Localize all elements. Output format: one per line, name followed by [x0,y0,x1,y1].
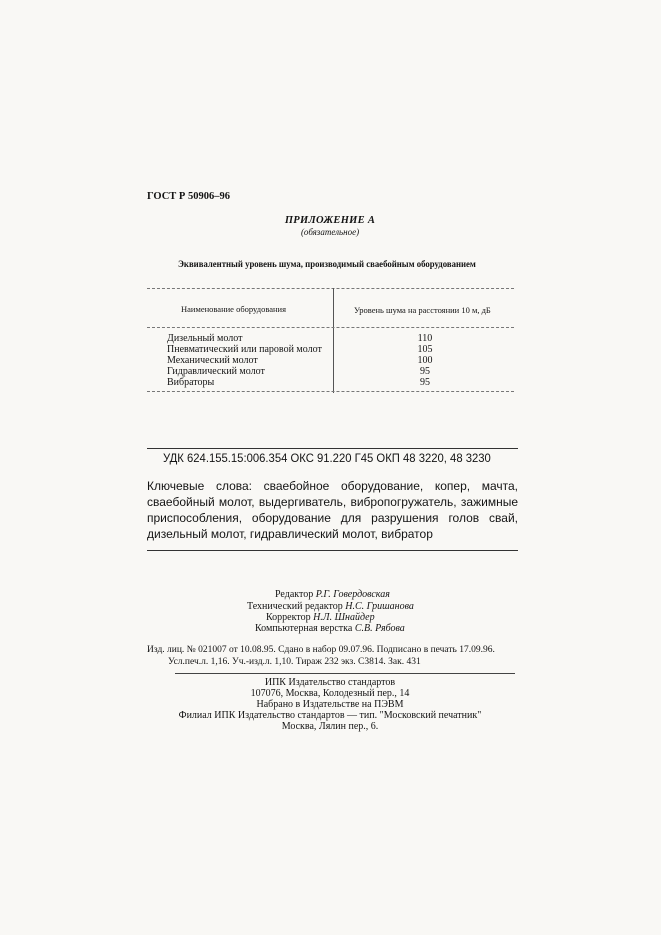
table-row-value: 100 [417,355,433,366]
publisher-address: 107076, Москва, Колодезный пер., 14 [250,688,410,699]
publisher-printing-branch: Филиал ИПК Издательство стандартов — тип. "Московский печатник" [178,710,482,721]
credit-line [266,612,375,623]
column-header-level: Уровень шума на расстоянии 10 м, дБ [354,305,491,315]
publisher-name: ИПК Издательство стандартов [264,677,396,688]
table-row-name: Гидравлический молот [167,366,265,377]
credit-role: Редактор [275,589,314,600]
classification-codes: УДК 624.155.15:006.354 ОКС 91.220 Г45 ОКП 48 3220, 48 3230 [163,451,491,465]
classification-top-rule [147,448,518,449]
table-column-divider [333,288,334,393]
table-row-value: 105 [417,344,433,355]
print-info-line-2: Усл.печ.л. 1,16. Уч.-изд.л. 1,10. Тираж 232 экз. С3814. Зак. 431 [168,657,421,667]
appendix-title: ПРИЛОЖЕНИЕ А [284,215,376,226]
table-row-value: 110 [417,333,433,344]
publisher-top-rule [175,673,515,674]
table-header-rule [147,327,514,328]
table-bottom-rule [147,391,514,392]
credit-role: Корректор [266,612,311,623]
publisher-typeset-note: Набрано в Издательстве на ПЭВМ [256,699,404,710]
appendix-subtitle: (обязательное) [300,227,360,237]
credit-line [275,589,390,600]
table-row-name: Вибраторы [167,377,215,388]
credit-line [255,623,405,634]
credit-role: Компьютерная верстка [255,623,353,634]
credit-role: Технический редактор [247,601,343,612]
table-top-rule [147,288,514,289]
credit-line [247,601,414,612]
table-row-value: 95 [420,366,430,377]
table-row-name: Пневматический или паровой молот [167,344,322,355]
table-row-value: 95 [420,377,430,388]
table-caption: Эквивалентный уровень шума, производимый сваебойным оборудованием [178,260,476,270]
credit-name: Р.Г. Говердовская [315,589,390,600]
table-row-name: Механический молот [167,355,258,366]
credit-name: Н.Л. Шнайдер [313,612,375,623]
table-row-name: Дизельный молот [167,333,243,344]
column-header-name: Наименование оборудования [181,304,287,314]
publisher-branch-address: Москва, Лялин пер., 6. [281,721,379,732]
credit-name: Н.С. Гришанова [345,601,414,612]
keywords-paragraph: Ключевые слова: сваебойное оборудование, копер, мачта, сваебойный молот, выдергиватель, вибропогружатель, зажимные приспособления, оборудование для разрушения голов свай, дизельный молот, гидравлический молот, вибратор [147,479,518,541]
keywords-bottom-rule [147,550,518,551]
credit-name: С.В. Рябова [354,623,405,634]
standard-number: ГОСТ Р 50906–96 [147,191,230,202]
print-info-line-1: Изд. лиц. № 021007 от 10.08.95. Сдано в набор 09.07.96. Подписано в печать 17.09.96. [147,645,495,655]
